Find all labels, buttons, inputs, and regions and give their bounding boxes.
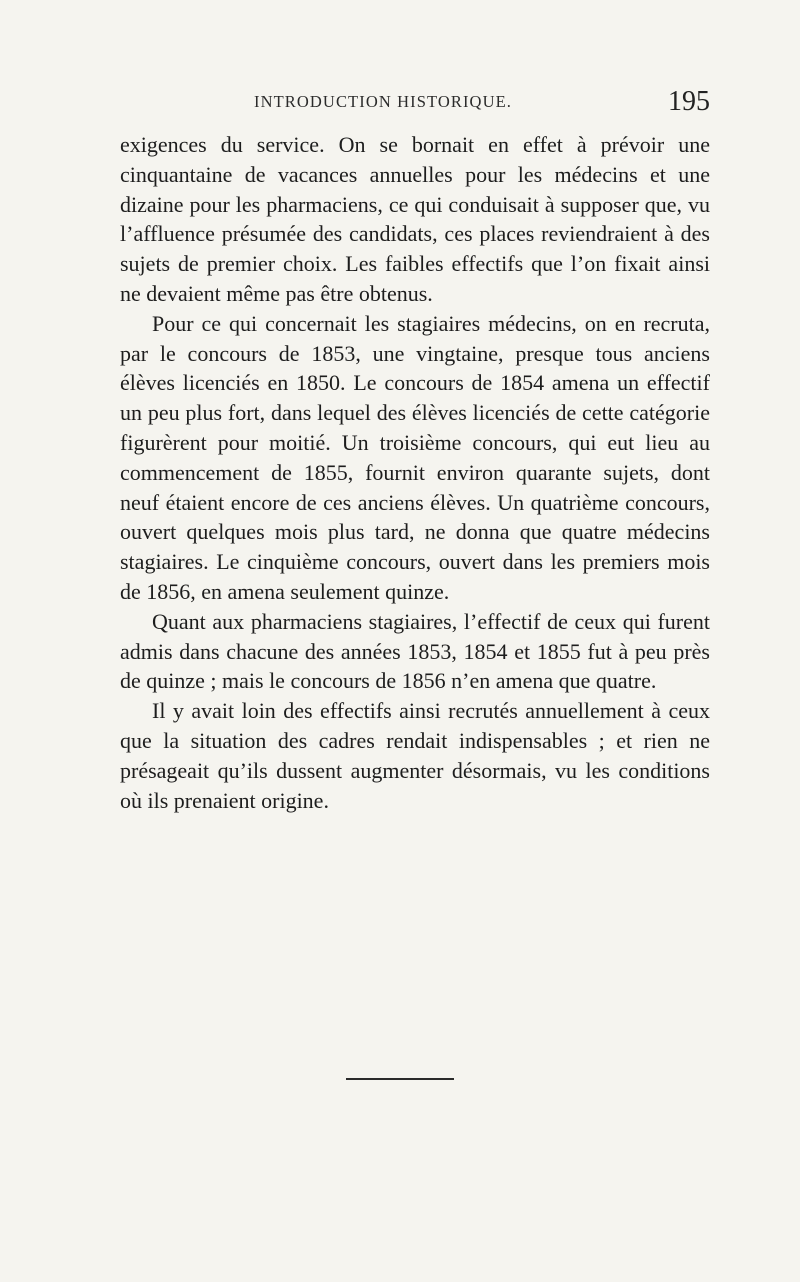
- running-title: INTRODUCTION HISTORIQUE.: [254, 92, 512, 111]
- page-number: 195: [668, 86, 710, 117]
- paragraph-medical-trainees: Pour ce qui concernait les stagiaires médecins, on en recruta, par le concours de 1853, une vingtaine, presque tous anciens élèves licenciés en 1850. Le concours de 1854 amena un effectif un peu plus fort, dans lequel des élèves licenciés de cette catégorie figurèrent pour moitié. Un troisième concours, qui eut lieu au commencement de 1855, fournit environ quarante sujets, dont neuf étaient encore de ces anciens élèves. Un quatrième concours, ouvert quelques mois plus tard, ne donna que quatre médecins stagiaires. Le cinquième concours, ouvert dans les premiers mois de 1856, en amena seulement quinze.: [120, 310, 710, 604]
- section-end-rule: [346, 1078, 454, 1080]
- paragraph-continuation: exigences du service. On se bornait en effet à prévoir une cinquantaine de vacances annuelles pour les médecins et une dizaine pour les pharmaciens, ce qui conduisait à supposer que, vu l’affluence présumée des candidats, ces places reviendraient à des sujets de premier choix. Les faibles effectifs que l’on fixait ainsi ne devaient même pas être obtenus.: [120, 132, 710, 306]
- body-text: [120, 130, 710, 815]
- paragraph-pharmacist-trainees: Quant aux pharmaciens stagiaires, l’effectif de ceux qui furent admis dans chacune des années 1853, 1854 et 1855 fut à peu près de quinze ; mais le concours de 1856 n’en amena que quatre.: [120, 608, 710, 694]
- running-header: [120, 86, 710, 124]
- paragraph-conclusion: Il y avait loin des effectifs ainsi recrutés annuellement à ceux que la situation des cadres rendait indispensables ; et rien ne présageait qu’ils dussent augmenter désormais, vu les conditions où ils prenaient origine.: [120, 698, 710, 813]
